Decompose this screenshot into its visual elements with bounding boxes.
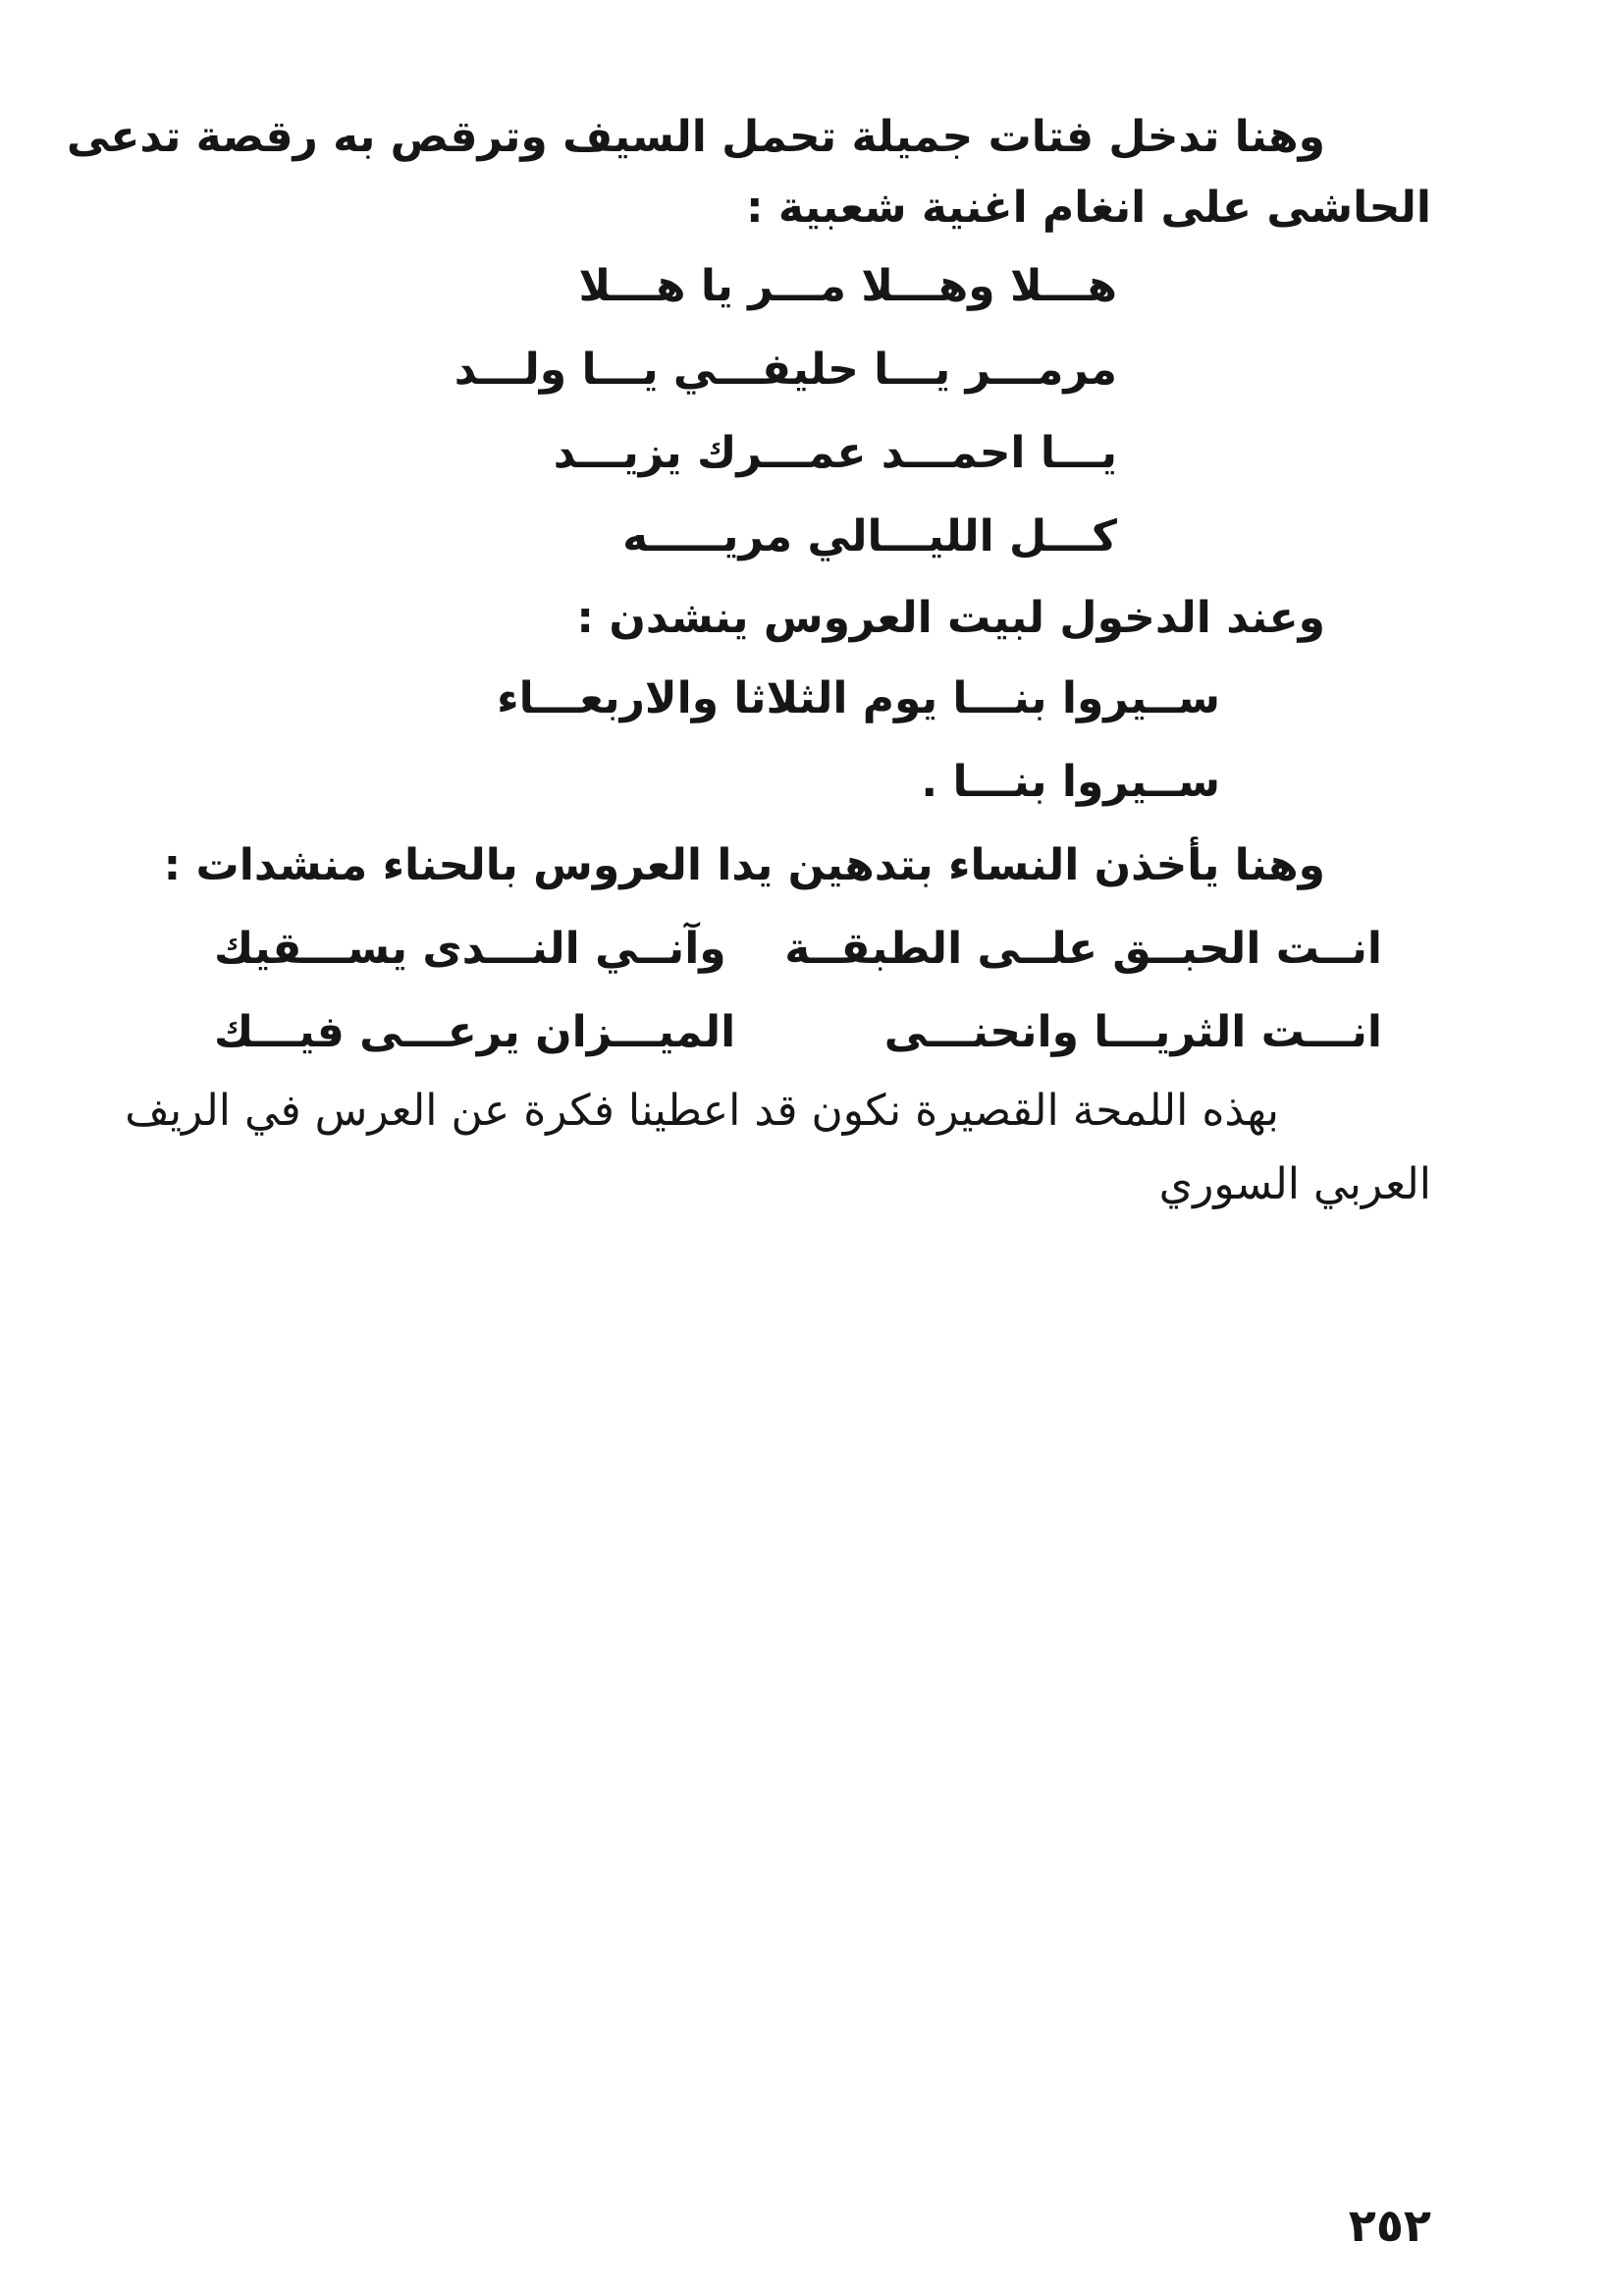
intro-paragraph-line-2: الحاشى على انغام اغنية شعبية : xyxy=(745,183,1431,233)
song-verse-2: مرمـــر يـــا حليفـــي يـــا ولـــد xyxy=(454,345,1117,395)
couplet-2 xyxy=(214,1007,1382,1057)
song-verse-3: يـــا احمـــد عمـــرك يزيـــد xyxy=(553,428,1117,478)
song-verse-1: هـــلا وهـــلا مـــر يا هـــلا xyxy=(578,261,1117,311)
closing-paragraph-line-2: العربي السوري xyxy=(1158,1159,1431,1209)
couplet-2-second-hemistich: الميـــزان يرعـــى فيـــك xyxy=(214,1007,736,1057)
henna-paragraph: وهنا يأخذن النساء بتدهين يدا العروس بالحناء منشدات : xyxy=(163,840,1325,890)
march-line-1: ســيروا بنـــا يوم الثلاثا والاربعـــاء xyxy=(497,673,1220,723)
couplet-1-second-hemistich: وآنــي النـــدى يســـقيك xyxy=(214,924,726,974)
intro-paragraph-line-1: وهنا تدخل فتات جميلة تحمل السيف وترقص به رقصة تدعى xyxy=(66,112,1325,162)
entering-house-paragraph: وعند الدخول لبيت العروس ينشدن : xyxy=(576,593,1325,643)
page-number: ٢٥٢ xyxy=(1348,2199,1431,2252)
couplet-1 xyxy=(214,924,1382,974)
song-verse-4: كـــل الليـــالي مريـــــه xyxy=(622,511,1117,561)
march-line-2: ســيروا بنـــا . xyxy=(921,757,1220,807)
couplet-2-first-hemistich: انـــت الثريـــا وانحنـــى xyxy=(883,1007,1382,1057)
couplet-1-first-hemistich: انــت الحبــق علــى الطبقــة xyxy=(784,924,1382,974)
closing-paragraph-line-1: بهذه اللمحة القصيرة نكون قد اعطينا فكرة عن العرس في الريف xyxy=(125,1086,1279,1136)
